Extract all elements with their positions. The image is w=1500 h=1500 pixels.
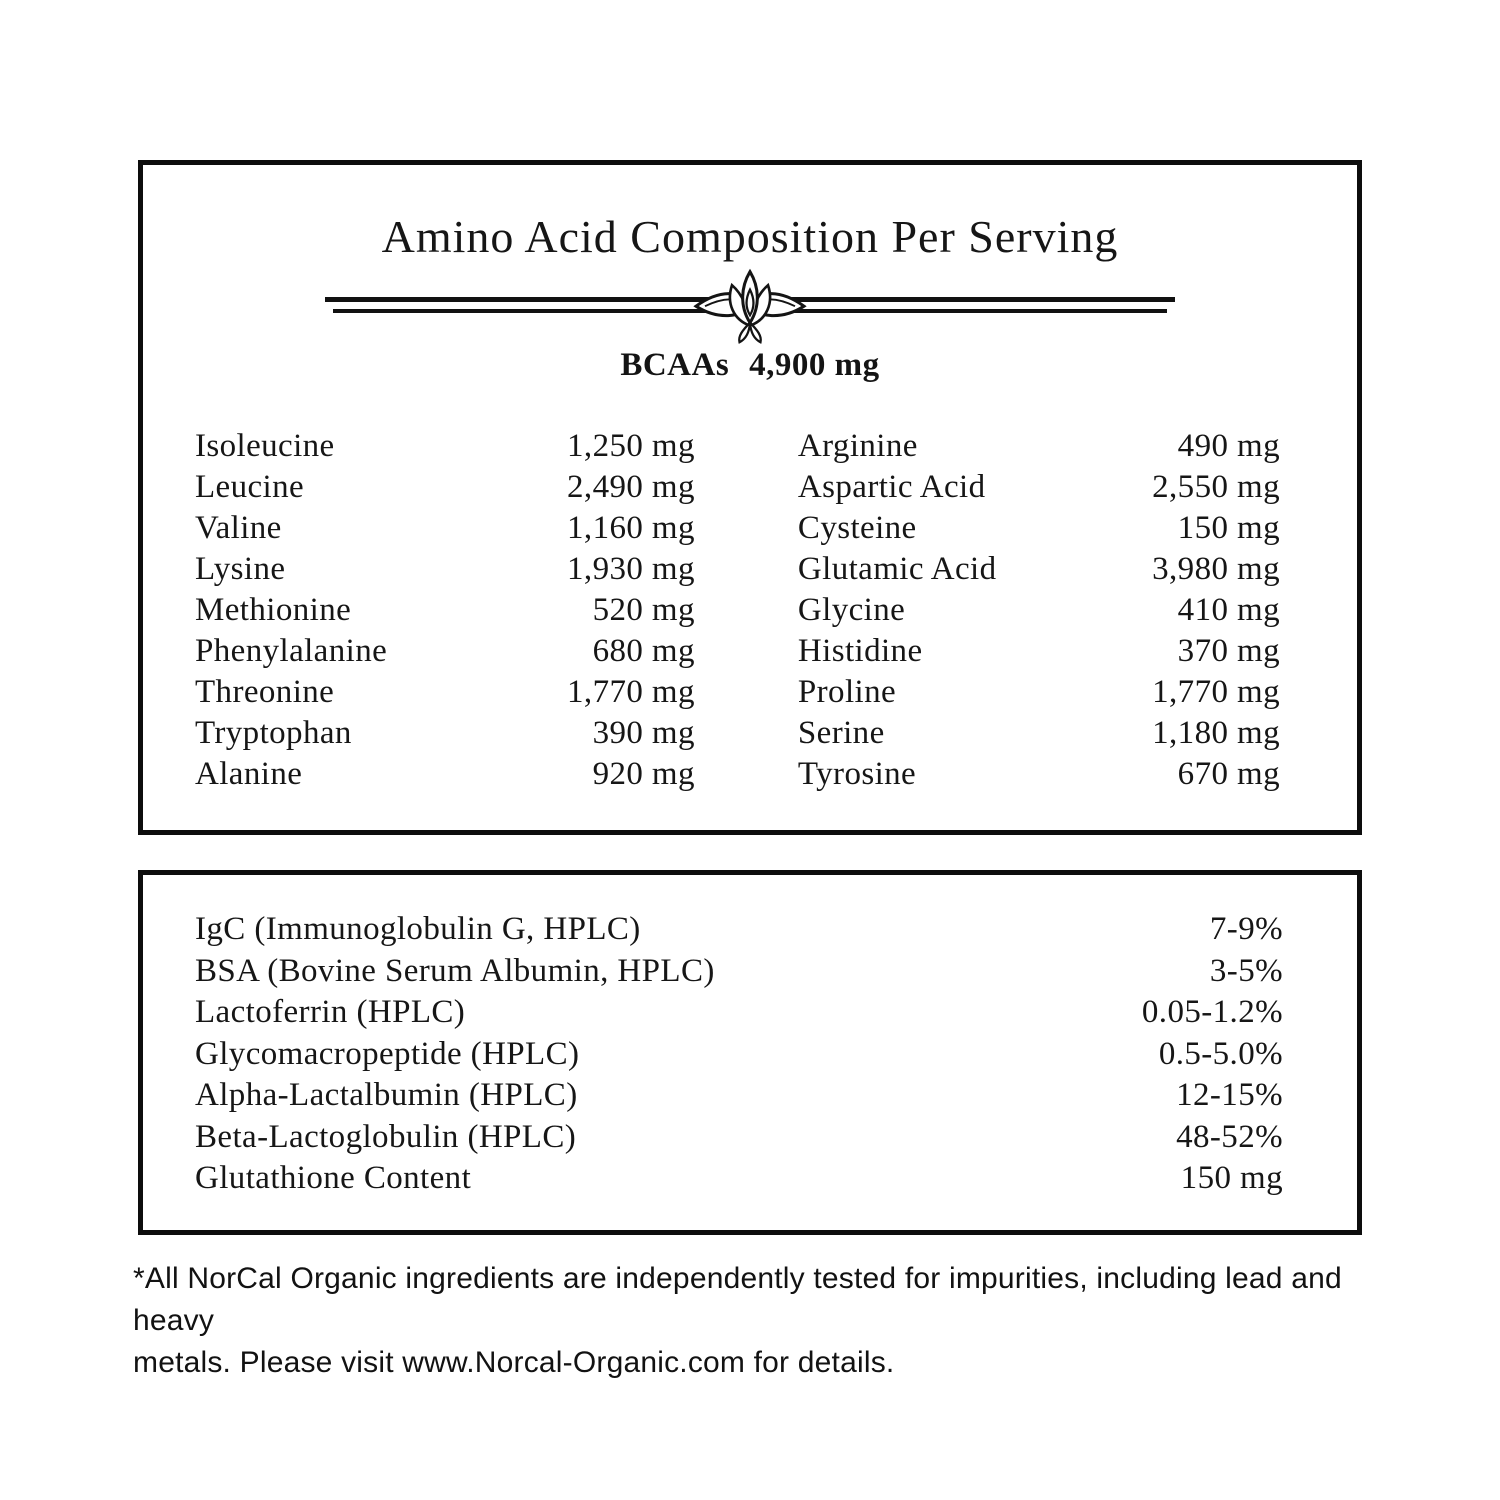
amino-acid-panel bbox=[138, 160, 1362, 835]
row-label: Tryptophan bbox=[195, 714, 352, 751]
table-row bbox=[195, 426, 695, 467]
row-amount: 370 mg bbox=[1177, 632, 1280, 669]
row-amount: 150 mg bbox=[1177, 509, 1280, 546]
footnote-line-1: *All NorCal Organic ingredients are independently tested for impurities, including lead and heavy bbox=[133, 1262, 1342, 1337]
row-amount: 1,770 mg bbox=[1152, 673, 1280, 710]
table-row bbox=[195, 909, 1283, 951]
row-amount: 3,980 mg bbox=[1152, 550, 1280, 587]
row-amount: 150 mg bbox=[1180, 1160, 1283, 1196]
table-row bbox=[195, 754, 695, 795]
protein-fractions-panel bbox=[138, 870, 1362, 1235]
table-row bbox=[798, 631, 1280, 672]
protein-fractions-table bbox=[143, 875, 1357, 1200]
row-label: Glutathione Content bbox=[195, 1160, 472, 1196]
table-row bbox=[195, 713, 695, 754]
table-row bbox=[195, 1158, 1283, 1200]
table-row bbox=[798, 590, 1280, 631]
bcaas-label: BCAAs bbox=[620, 346, 730, 383]
row-label: Methionine bbox=[195, 591, 352, 628]
table-row bbox=[195, 951, 1283, 993]
table-row bbox=[195, 672, 695, 713]
table-row bbox=[195, 508, 695, 549]
row-amount: 1,180 mg bbox=[1152, 714, 1280, 751]
table-row bbox=[798, 426, 1280, 467]
ornamental-divider bbox=[325, 297, 1175, 313]
row-amount: 2,490 mg bbox=[567, 468, 695, 505]
row-label: IgC (Immunoglobulin G, HPLC) bbox=[195, 911, 641, 947]
table-row bbox=[195, 992, 1283, 1034]
table-row bbox=[798, 508, 1280, 549]
row-amount: 7-9% bbox=[1209, 911, 1283, 947]
table-row bbox=[798, 672, 1280, 713]
page-title: Amino Acid Composition Per Serving bbox=[381, 211, 1119, 262]
footnote bbox=[133, 1258, 1393, 1384]
bcaas-value: 4,900 mg bbox=[749, 346, 880, 383]
row-label: Beta-Lactoglobulin (HPLC) bbox=[195, 1118, 577, 1155]
row-label: Histidine bbox=[797, 632, 923, 669]
row-label: Lysine bbox=[195, 550, 286, 587]
amino-column-left bbox=[195, 426, 695, 795]
table-row bbox=[195, 590, 695, 631]
row-amount: 12-15% bbox=[1176, 1077, 1283, 1113]
table-row bbox=[798, 754, 1280, 795]
row-amount: 0.5-5.0% bbox=[1158, 1035, 1283, 1072]
table-row bbox=[195, 467, 695, 508]
row-label: Cysteine bbox=[797, 509, 917, 546]
row-amount: 1,930 mg bbox=[567, 550, 695, 587]
table-row bbox=[195, 1117, 1283, 1159]
row-label: Isoleucine bbox=[195, 427, 335, 464]
row-label: Alanine bbox=[195, 755, 303, 792]
amino-acid-table bbox=[143, 426, 1357, 795]
row-amount: 2,550 mg bbox=[1152, 468, 1280, 505]
row-amount: 1,770 mg bbox=[567, 673, 695, 710]
row-label: Glutamic Acid bbox=[797, 550, 997, 587]
lotus-ornament-icon bbox=[690, 265, 810, 351]
row-label: Threonine bbox=[195, 673, 335, 710]
row-label: BSA (Bovine Serum Albumin, HPLC) bbox=[195, 952, 715, 989]
row-amount: 1,250 mg bbox=[567, 427, 695, 464]
table-row bbox=[195, 549, 695, 590]
table-row bbox=[195, 631, 695, 672]
footnote-line-2: metals. Please visit www.Norcal-Organic.com for details. bbox=[133, 1346, 895, 1379]
row-label: Glycomacropeptide (HPLC) bbox=[195, 1035, 580, 1072]
row-amount: 0.05-1.2% bbox=[1141, 994, 1283, 1030]
amino-column-right bbox=[798, 426, 1280, 795]
row-amount: 1,160 mg bbox=[567, 509, 695, 546]
row-amount: 680 mg bbox=[592, 632, 695, 669]
row-amount: 520 mg bbox=[592, 591, 695, 628]
table-row bbox=[798, 549, 1280, 590]
row-label: Phenylalanine bbox=[195, 632, 388, 669]
row-amount: 410 mg bbox=[1177, 591, 1280, 628]
row-label: Leucine bbox=[195, 468, 305, 505]
row-amount: 3-5% bbox=[1209, 952, 1283, 989]
row-label: Tyrosine bbox=[797, 755, 917, 792]
row-label: Lactoferrin (HPLC) bbox=[195, 994, 466, 1030]
table-row bbox=[798, 467, 1280, 508]
row-label: Glycine bbox=[797, 591, 906, 628]
row-amount: 490 mg bbox=[1177, 427, 1280, 464]
bcaas-total bbox=[143, 347, 1357, 384]
row-amount: 390 mg bbox=[592, 714, 695, 751]
row-amount: 670 mg bbox=[1177, 755, 1280, 792]
row-label: Serine bbox=[797, 714, 885, 751]
table-row bbox=[798, 713, 1280, 754]
row-label: Valine bbox=[195, 509, 282, 546]
table-row bbox=[195, 1034, 1283, 1076]
row-amount: 920 mg bbox=[592, 755, 695, 792]
row-label: Proline bbox=[797, 673, 897, 710]
row-label: Alpha-Lactalbumin (HPLC) bbox=[195, 1077, 578, 1113]
row-label: Arginine bbox=[797, 427, 918, 464]
row-amount: 48-52% bbox=[1176, 1118, 1283, 1155]
table-row bbox=[195, 1075, 1283, 1117]
row-label: Aspartic Acid bbox=[797, 468, 986, 505]
